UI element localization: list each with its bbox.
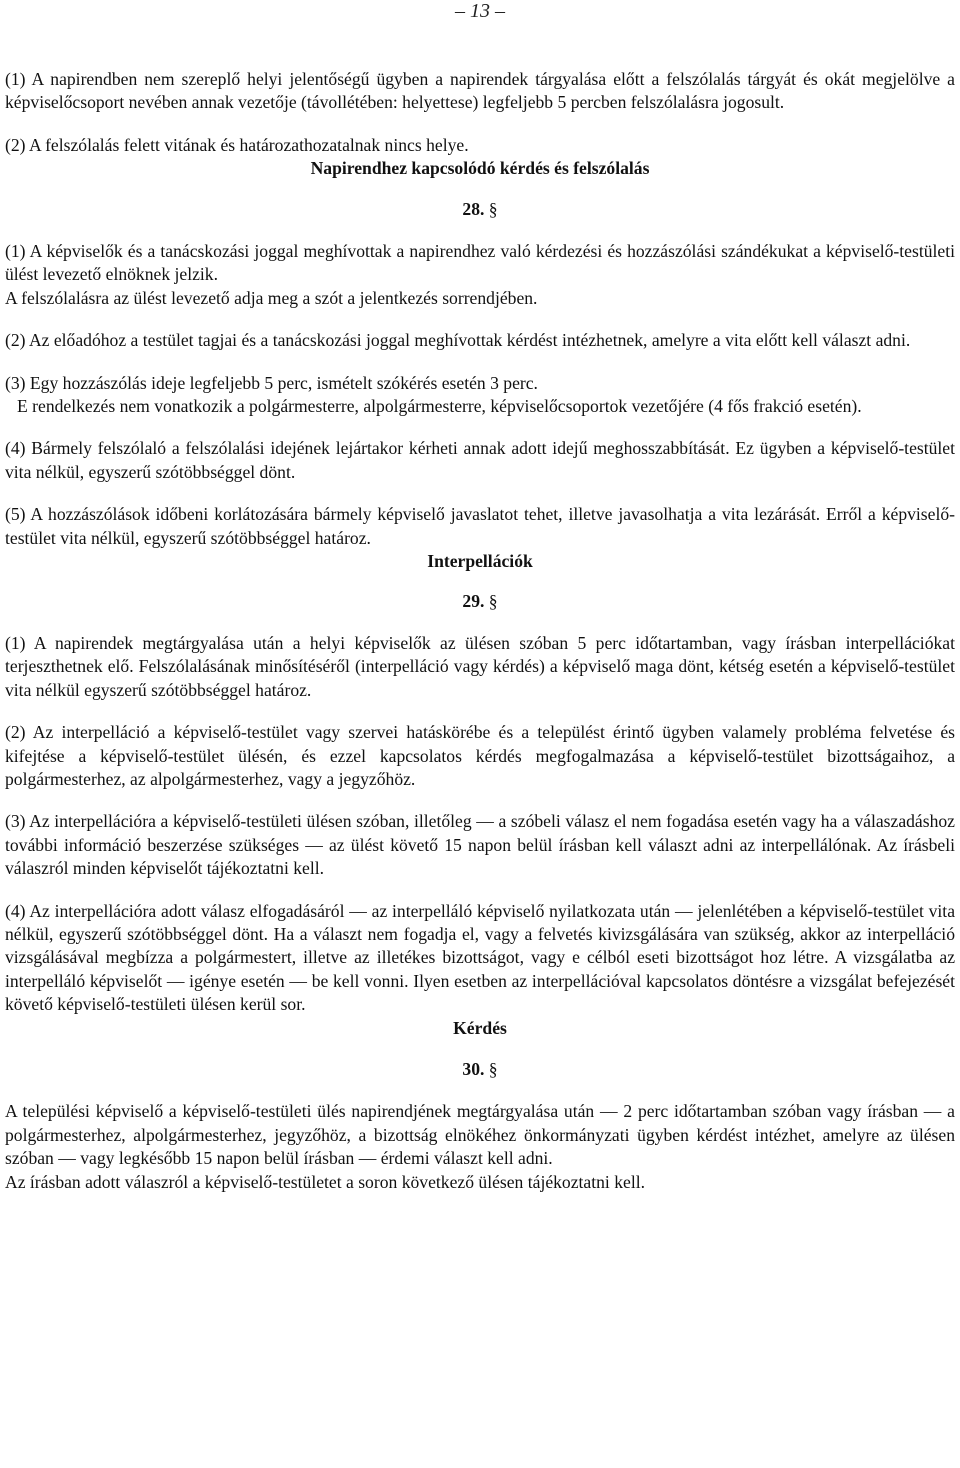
page-number-dash-right: – [495,0,505,22]
paragraph-29-3: (3) Az interpellációra a képviselő-testületi ülésen szóban, illetőleg ― a szóbeli válasz el nem fogadása esetén vagy ha a válaszadáshoz további információ beszerzése szükséges ― az ülést követő 15 napon belül írásban kell választ adni az interpellálónak. Az írásbeli válaszról minden képviselőt tájékoztatni kell. [5,811,955,879]
paragraph-30-1: A települési képviselő a képviselő-testületi ülés napirendjének megtárgyalása után ― 2 perc időtartamban szóban vagy írásban ― a polgármesterhez, alpolgármesterhez, jegyzőhöz, a bizottság elnökéhez önkormányzati ügyben kérdést intézhet, amelyre az ülésen szóban ― vagy legkésőbb 15 napon belül írásban ― érdemi választ kell adni. [5,1101,955,1169]
paragraph-28-1: (1) A képviselők és a tanácskozási joggal meghívottak a napirendhez való kérdezési és hozzászólási szándékukat a képviselő-testületi ülést levezető elnöknek jelzik. [5,241,955,285]
paragraph-28-5: (5) A hozzászólások időbeni korlátozására bármely képviselő javaslatot tehet, illetve javasolhatja a vita lezárását. Erről a képviselő-testület vita nélkül, egyszerű szótöbbséggel határoz. [5,504,955,548]
section-number-28-value: 28. [462,198,485,219]
paragraph-29-2: (2) Az interpelláció a képviselő-testület vagy szervei hatáskörébe és a települést érintő ügyben valamely probléma felvetése és kifejtése a képviselő-testület ülésén, és ezzel kapcsolatos kérdés megfogalmazása a képviselő-testület bizottságaihoz, a polgármesterhez, az alpolgármesterhez, vagy a jegyzőhöz. [5,722,955,789]
paragraph-preceding-2: (2) A felszólalás felett vitának és határozathozatalnak nincs helye. [5,134,469,155]
section-number-28 [5,198,955,221]
paragraph-sign: § [488,198,498,219]
paragraph-29-1: (1) A napirendek megtárgyalása után a helyi képviselők az ülésen szóban 5 perc időtartamban, vagy írásban interpellációkat terjeszthetnek elő. Felszólalásának minősítéséről (interpelláció vagy kérdés) a képviselő maga dönt, kétség esetén a képviselő-testület vita nélkül egyszerű szótöbbséggel határoz. [5,632,955,700]
paragraph-sign: § [488,1059,498,1079]
paragraph-28-1-cont: A felszólalásra az ülést levezető adja meg a szót a jelentkezés sorrendjében. [5,287,538,308]
section-heading-kerdes: Kérdés [453,1017,507,1038]
section-heading-interpellaciok: Interpellációk [427,551,533,572]
paragraph-28-3: (3) Egy hozzászólás ideje legfeljebb 5 perc, ismételt szókérés esetén 3 perc. [5,372,538,393]
section-number-29 [5,590,955,613]
paragraph-preceding-1: (1) A napirendben nem szereplő helyi jelentőségű ügyben a napirendek tárgyalása előtt a felszólalás tárgyát és okát megjelölve a képviselőcsoport nevében annak vezetője (távollétében: helyettese) legfeljebb 5 percben felszólalásra jogosult. [5,69,955,113]
paragraph-28-4: (4) Bármely felszólaló a felszólalási idejének lejártakor kérheti annak adott idejű meghosszabbítását. Ez ügyben a képviselő-testület vita nélkül, egyszerű szótöbbséggel dönt. [5,438,955,482]
section-number-30 [5,1058,955,1081]
page-number [5,0,955,22]
paragraph-29-4: (4) Az interpellációra adott válasz elfogadásáról ― az interpelláló képviselő nyilatkozata után ― jelenlétében a képviselő-testület vita nélkül, egyszerű szótöbbséggel dönt. Ha a választ nem fogadja el, vagy a felvetés kivizsgálására van szükség, akkor az interpelláció vizsgálásával megbízza a polgármestert, illetve az illetékes bizottságot, vagy e célból eseti bizottságot hoz létre. A vizsgálatba az interpelláló képviselőt ― igénye esetén ― be kell vonni. Ilyen esetben az interpellációval kapcsolatos döntésre a vizsgálat befejezését követő képviselő-testületi ülésen kerül sor. [5,900,955,1015]
section-number-29-value: 29. [462,590,485,611]
paragraph-28-2: (2) Az előadóhoz a testület tagjai és a tanácskozási joggal meghívottak kérdést intézhetnek, amelyre a vita előtt kell választ adni. [5,330,911,351]
section-number-30-value: 30. [462,1059,485,1079]
section-heading-napirendhez: Napirendhez kapcsolódó kérdés és felszólalás [310,158,650,179]
page-number-value: 13 [470,0,490,22]
paragraph-28-3-cont: E rendelkezés nem vonatkozik a polgármesterre, alpolgármesterre, képviselőcsoportok vezetőjére (4 fős frakció esetén). [17,396,862,417]
page-number-dash-left: – [455,0,465,22]
paragraph-sign: § [488,590,498,611]
paragraph-30-2: Az írásban adott válaszról a képviselő-testületet a soron következő ülésen tájékoztatni kell. [5,1171,645,1192]
